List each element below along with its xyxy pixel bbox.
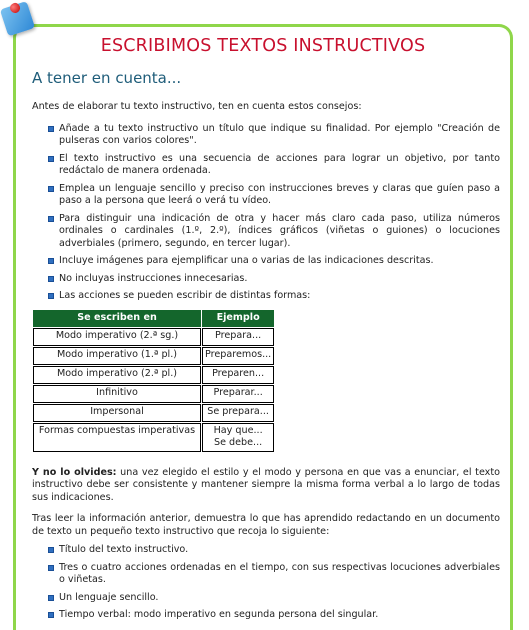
- list-item: Incluye imágenes para ejemplificar una o varias de las indicaciones descritas.: [48, 255, 500, 268]
- table-cell: Hay que... Se debe...: [202, 423, 274, 452]
- reminder-label: Y no lo olvides:: [32, 466, 117, 478]
- table-cell: Preparen...: [202, 366, 274, 384]
- intro-text: Antes de elaborar tu texto instructivo, ten en cuenta estos consejos:: [32, 101, 362, 112]
- bullet-icon: [48, 216, 54, 222]
- table-cell: Modo imperativo (2.ª pl.): [33, 366, 201, 384]
- bullet-icon: [48, 258, 54, 264]
- list-item: El texto instructivo es una secuencia de acciones para lograr un objetivo, por tanto redáctalo de manera ordenada.: [48, 153, 500, 178]
- verb-forms-table: [32, 309, 275, 453]
- table-cell: Infinitivo: [33, 385, 201, 403]
- task-instructions: Tras leer la información anterior, demuestra lo que has aprendido redactando en un documento de texto un pequeño texto instructivo que recoja lo siguiente:: [32, 513, 500, 537]
- bullet-icon: [48, 126, 54, 132]
- bullet-icon: [48, 547, 54, 553]
- table-header-row: [33, 310, 274, 327]
- table-cell: Formas compuestas imperativas: [33, 423, 201, 452]
- table-row: [33, 423, 274, 452]
- table-cell: Preparar...: [202, 385, 274, 403]
- bullet-icon: [48, 595, 54, 601]
- bullet-icon: [48, 186, 54, 192]
- table-cell: Preparemos...: [202, 347, 274, 365]
- reminder-text: Y no lo olvides: una vez elegido el estilo y el modo y persona en que vas a enunciar, el texto instructivo debe ser consistente y mantener siempre la misma forma verbal a lo largo de todas sus indicaciones.: [32, 466, 500, 503]
- bullet-icon: [48, 612, 54, 618]
- section-subtitle: A tener en cuenta...: [32, 69, 182, 87]
- list-item: Un lenguaje sencillo.: [48, 592, 500, 605]
- table-row: [33, 328, 274, 346]
- bullet-icon: [48, 156, 54, 162]
- table-row: [33, 385, 274, 403]
- table-cell: Modo imperativo (1.ª pl.): [33, 347, 201, 365]
- table-cell: Se prepara...: [202, 404, 274, 422]
- list-item: Las acciones se pueden escribir de distintas formas:: [48, 290, 500, 303]
- bullet-icon: [48, 276, 54, 282]
- bullet-icon: [48, 293, 54, 299]
- list-item: Título del texto instructivo.: [48, 544, 500, 557]
- requirements-list: [32, 544, 500, 622]
- table-row: [33, 347, 274, 365]
- table-cell: Modo imperativo (2.ª sg.): [33, 328, 201, 346]
- list-item: Tres o cuatro acciones ordenadas en el tiempo, con sus respectivas locuciones adverbiales o viñetas.: [48, 562, 500, 587]
- list-item: Para distinguir una indicación de otra y hacer más claro cada paso, utiliza números ordinales o cardinales (1.º, 2.º), índices gráficos (viñetas o guiones) o locuciones adverbiales (primero, segundo, en tercer lugar).: [48, 213, 500, 251]
- column-header: Ejemplo: [202, 310, 274, 327]
- main-content: [32, 101, 500, 627]
- table-cell: Impersonal: [33, 404, 201, 422]
- tips-list: [32, 123, 500, 303]
- table-row: [33, 366, 274, 384]
- list-item: No incluyas instrucciones innecesarias.: [48, 273, 500, 286]
- list-item: Emplea un lenguaje sencillo y preciso con instrucciones breves y claras que guíen paso a paso a la persona que leerá o verá tu vídeo.: [48, 183, 500, 208]
- table-row: [33, 404, 274, 422]
- bullet-icon: [48, 565, 54, 571]
- list-item: Tiempo verbal: modo imperativo en segunda persona del singular.: [48, 609, 500, 622]
- column-header: Se escriben en: [33, 310, 201, 327]
- list-item: Añade a tu texto instructivo un título que indique su finalidad. Por ejemplo "Creación de pulseras con varios colores".: [48, 123, 500, 148]
- page-title: ESCRIBIMOS TEXTOS INSTRUCTIVOS: [100, 36, 426, 56]
- table-cell: Prepara...: [202, 328, 274, 346]
